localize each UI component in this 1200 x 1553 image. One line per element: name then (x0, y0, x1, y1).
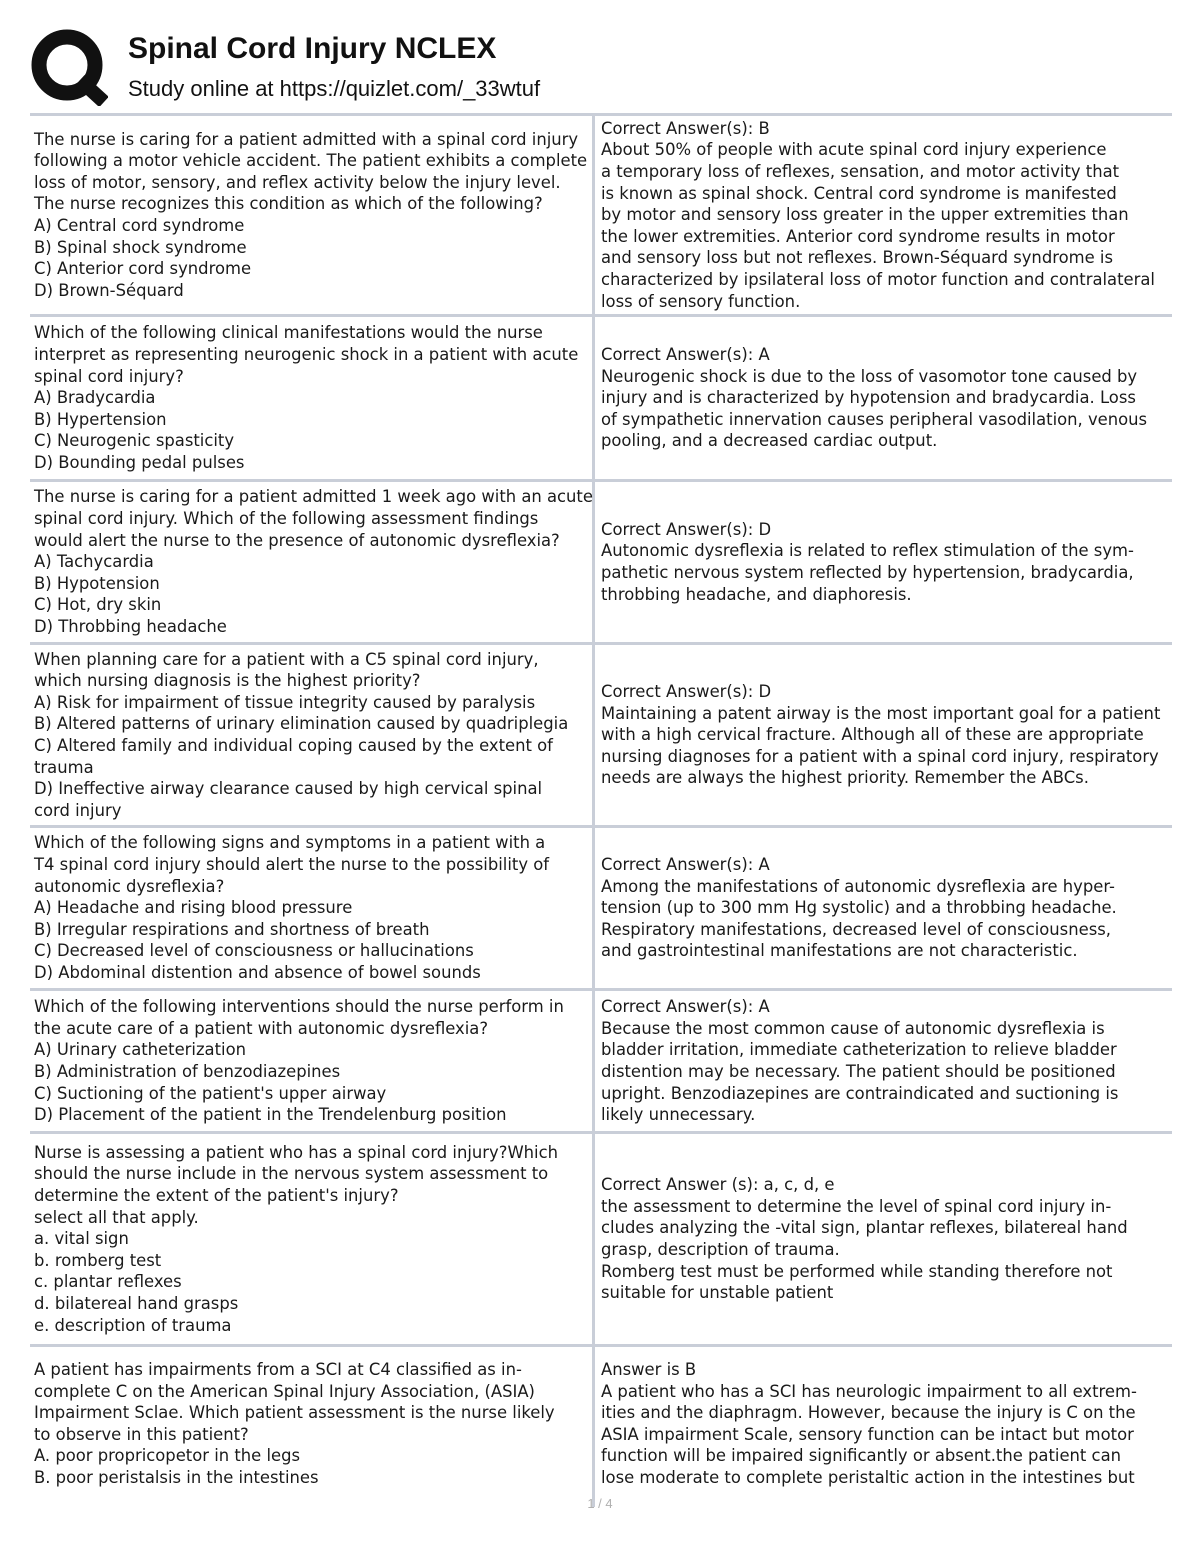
definition-line: with a high cervical fracture. Although all of these are appropriate (601, 725, 1144, 745)
term-line: C) Neurogenic spasticity (34, 431, 235, 451)
term-line: B) Spinal shock syndrome (34, 237, 247, 257)
definition-line: Autonomic dysreflexia is related to reflex stimulation of the sym- (601, 541, 1134, 561)
term-line: The nurse recognizes this condition as which of the following? (34, 194, 543, 214)
term-line: C) Anterior cord syndrome (34, 259, 252, 279)
correct-answer-line: Correct Answer(s): D (601, 682, 772, 702)
term-line: The nurse is caring for a patient admitted with a spinal cord injury (34, 129, 579, 149)
definition-line: grasp, description of trauma. (601, 1240, 840, 1259)
term-line: A) Bradycardia (34, 388, 156, 408)
flashcard-list (30, 116, 1172, 1507)
term-line: Which of the following signs and symptoms in a patient with a (34, 833, 546, 853)
definition-line: tension (up to 300 mm Hg systolic) and a throbbing headache. (601, 898, 1117, 918)
flashcard-row (30, 116, 1172, 317)
flashcard-term (30, 1134, 595, 1344)
flashcard-row (30, 991, 1172, 1134)
term-line: C) Hot, dry skin (34, 595, 162, 615)
definition-line: by motor and sensory loss greater in the upper extremities than (601, 205, 1129, 225)
definition-line: suitable for unstable patient (601, 1283, 834, 1303)
flashcard-row (30, 482, 1172, 645)
flashcard-term (30, 1347, 595, 1507)
definition-line: Respiratory manifestations, decreased level of consciousness, (601, 919, 1111, 939)
term-line: d. bilatereal hand grasps (34, 1293, 239, 1313)
definition-line: needs are always the highest priority. Remember the ABCs. (601, 768, 1089, 788)
definition-line: distention may be necessary. The patient should be positioned (601, 1062, 1116, 1081)
flashcard-term (30, 482, 595, 642)
term-line: B) Altered patterns of urinary elimination caused by quadriplegia (34, 714, 569, 734)
definition-line: lose moderate to complete peristaltic action in the intestines but (601, 1467, 1135, 1487)
flashcard-row (30, 645, 1172, 828)
term-line: C) Suctioning of the patient's upper airway (34, 1083, 387, 1103)
flashcard-term (30, 991, 595, 1131)
term-line: Nurse is assessing a patient who has a spinal cord injury?Which (34, 1142, 558, 1162)
term-line: T4 spinal cord injury should alert the nurse to the possibility of (34, 855, 550, 875)
flashcard-definition (595, 1347, 1172, 1507)
definition-line: Among the manifestations of autonomic dysreflexia are hyper- (601, 876, 1115, 896)
term-line: A patient has impairments from a SCI at C4 classified as in- (34, 1360, 522, 1379)
definition-line: Romberg test must be performed while standing therefore not (601, 1261, 1113, 1281)
definition-line: characterized by ipsilateral loss of motor function and contralateral (601, 269, 1155, 289)
term-line: the acute care of a patient with autonomic dysreflexia? (34, 1018, 489, 1038)
definition-line: upright. Benzodiazepines are contraindicated and suctioning is (601, 1083, 1119, 1103)
term-line: c. plantar reflexes (34, 1272, 182, 1292)
definition-line: injury and is characterized by hypotension and bradycardia. Loss (601, 388, 1136, 408)
flashcard-term (30, 317, 595, 479)
definition-line: is known as spinal shock. Central cord syndrome is manifested (601, 183, 1117, 203)
flashcard-row (30, 1347, 1172, 1507)
term-line: loss of motor, sensory, and reflex activity below the injury level. (34, 172, 561, 192)
definition-line: ities and the diaphragm. However, because the injury is C on the (601, 1403, 1136, 1423)
term-line: b. romberg test (34, 1250, 162, 1270)
flashcard-row (30, 828, 1172, 991)
flashcard-term (30, 828, 595, 988)
correct-answer-line: Correct Answer (s): a, c, d, e (601, 1175, 835, 1195)
flashcard-definition (595, 828, 1172, 988)
definition-line: nursing diagnoses for a patient with a spinal cord injury, respiratory (601, 746, 1159, 766)
definition-line: pooling, and a decreased cardiac output. (601, 431, 938, 451)
definition-line: pathetic nervous system reflected by hypertension, bradycardia, (601, 563, 1134, 582)
term-line: B) Administration of benzodiazepines (34, 1062, 341, 1081)
correct-answer-line: Correct Answer(s): A (601, 345, 770, 365)
definition-line: function will be impaired significantly or absent.the patient can (601, 1446, 1122, 1466)
term-line: When planning care for a patient with a C5 spinal cord injury, (34, 649, 539, 669)
term-line: following a motor vehicle accident. The patient exhibits a complete (34, 151, 588, 171)
study-link[interactable]: Study online at https://quizlet.com/_33wtuf (128, 76, 541, 101)
term-line: would alert the nurse to the presence of autonomic dysreflexia? (34, 530, 560, 550)
definition-line: throbbing headache, and diaphoresis. (601, 584, 912, 604)
page-header (30, 28, 1172, 112)
term-line: B) Hypotension (34, 573, 160, 593)
term-line: The nurse is caring for a patient admitted 1 week ago with an acute (34, 487, 593, 507)
term-line: to observe in this patient? (34, 1424, 249, 1444)
flashcard-definition (595, 991, 1172, 1131)
definition-line: cludes analyzing the -vital sign, plantar reflexes, bilatereal hand (601, 1218, 1128, 1238)
flashcard-definition (595, 1134, 1172, 1344)
term-line: A) Tachycardia (34, 552, 154, 572)
definition-line: bladder irritation, immediate catheterization to relieve bladder (601, 1040, 1117, 1060)
definition-line: Because the most common cause of autonomic dysreflexia is (601, 1018, 1105, 1038)
term-line: A) Headache and rising blood pressure (34, 898, 353, 918)
term-line: D) Ineffective airway clearance caused by high cervical spinal (34, 779, 543, 799)
definition-line: ASIA impairment Scale, sensory function can be intact but motor (601, 1424, 1134, 1444)
page-title: Spinal Cord Injury NCLEX (128, 32, 497, 65)
term-line: A) Urinary catheterization (34, 1040, 246, 1060)
definition-line: a temporary loss of reflexes, sensation, and motor activity that (601, 162, 1120, 182)
correct-answer-line: Correct Answer(s): B (601, 118, 770, 138)
definition-line: About 50% of people with acute spinal cord injury experience (601, 140, 1107, 160)
term-line: e. description of trauma (34, 1315, 232, 1335)
term-line: determine the extent of the patient's injury? (34, 1186, 399, 1206)
term-line: D) Throbbing headache (34, 616, 227, 636)
flashcard-definition (595, 317, 1172, 479)
term-line: D) Brown-Séquard (34, 280, 184, 300)
term-line: a. vital sign (34, 1229, 129, 1249)
term-line: C) Altered family and individual coping caused by the extent of (34, 736, 553, 755)
definition-line: of sympathetic innervation causes peripheral vasodilation, venous (601, 409, 1148, 429)
definition-line: likely unnecessary. (601, 1105, 756, 1125)
definition-line: A patient who has a SCI has neurologic impairment to all extrem- (601, 1381, 1137, 1401)
definition-line: Maintaining a patent airway is the most important goal for a patient (601, 703, 1161, 723)
term-line: A) Risk for impairment of tissue integrity caused by paralysis (34, 692, 536, 712)
flashcard-term (30, 116, 595, 314)
quizlet-logo-icon (30, 28, 108, 106)
term-line: B) Hypertension (34, 409, 167, 429)
term-line: Which of the following interventions should the nurse perform in (34, 997, 564, 1017)
term-line: spinal cord injury? (34, 366, 184, 386)
correct-answer-line: Answer is B (601, 1360, 697, 1379)
term-line: A) Central cord syndrome (34, 216, 245, 235)
term-line: B) Irregular respirations and shortness of breath (34, 919, 430, 939)
term-line: spinal cord injury. Which of the following assessment findings (34, 509, 539, 529)
flashcard-row (30, 1134, 1172, 1347)
correct-answer-line: Correct Answer(s): D (601, 519, 772, 539)
definition-line: and gastrointestinal manifestations are not characteristic. (601, 941, 1078, 961)
definition-line: Neurogenic shock is due to the loss of vasomotor tone caused by (601, 366, 1138, 386)
term-line: autonomic dysreflexia? (34, 876, 225, 896)
term-line: C) Decreased level of consciousness or hallucinations (34, 941, 474, 961)
term-line: which nursing diagnosis is the highest priority? (34, 671, 421, 691)
flashcard-definition (595, 645, 1172, 825)
definition-line: the assessment to determine the level of spinal cord injury in- (601, 1196, 1112, 1216)
definition-line: the lower extremities. Anterior cord syndrome results in motor (601, 226, 1115, 246)
term-line: Which of the following clinical manifestations would the nurse (34, 323, 543, 343)
flashcard-definition (595, 116, 1172, 314)
term-line: cord injury (34, 800, 122, 820)
definition-line: loss of sensory function. (601, 291, 801, 311)
term-line: D) Abdominal distention and absence of bowel sounds (34, 962, 481, 982)
flashcard-term (30, 645, 595, 825)
term-line: D) Bounding pedal pulses (34, 452, 245, 472)
flashcard-row (30, 317, 1172, 482)
term-line: D) Placement of the patient in the Trendelenburg position (34, 1105, 507, 1125)
term-line: complete C on the American Spinal Injury Association, (ASIA) (34, 1381, 535, 1401)
term-line: B. poor peristalsis in the intestines (34, 1467, 319, 1487)
term-line: A. poor propricopetor in the legs (34, 1446, 301, 1466)
term-line: interpret as representing neurogenic shock in a patient with acute (34, 345, 579, 365)
term-line: select all that apply. (34, 1207, 199, 1227)
term-line: trauma (34, 757, 94, 777)
correct-answer-line: Correct Answer(s): A (601, 855, 770, 875)
flashcard-definition (595, 482, 1172, 642)
page-number: 1 / 4 (587, 1496, 613, 1511)
term-line: should the nurse include in the nervous system assessment to (34, 1164, 549, 1184)
definition-line: and sensory loss but not reflexes. Brown-Séquard syndrome is (601, 248, 1113, 268)
term-line: Impairment Sclae. Which patient assessment is the nurse likely (34, 1403, 555, 1423)
correct-answer-line: Correct Answer(s): A (601, 997, 770, 1017)
